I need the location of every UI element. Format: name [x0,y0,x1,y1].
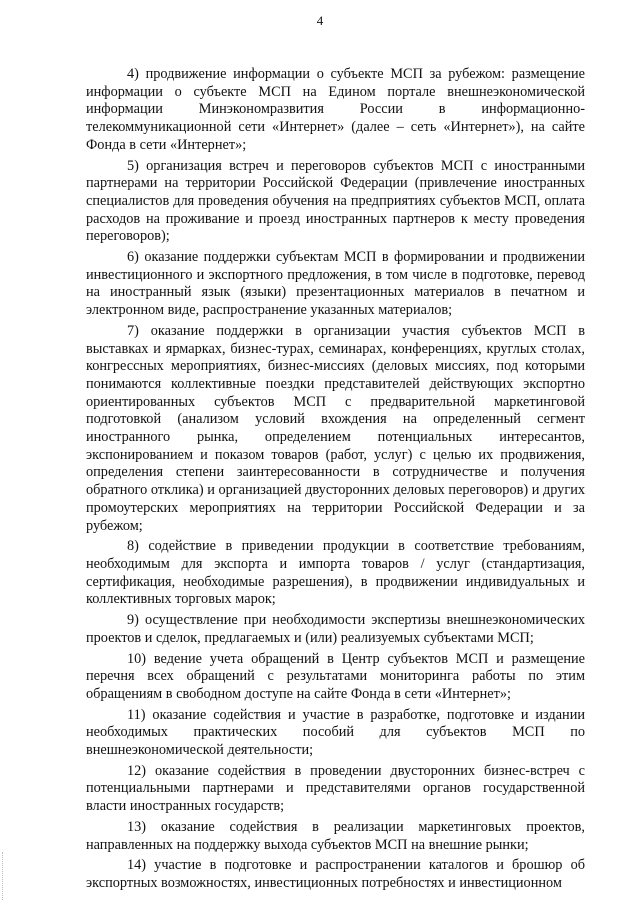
paragraph-item-10: 10) ведение учета обращений в Центр субъектов МСП и размещение перечня всех обращений с результатами мониторинга работы по этим обращениям в свободном доступе на сайте Фонда в сети «Интернет»; [86,650,585,702]
paragraph-item-14: 14) участие в подготовке и распространении каталогов и брошюр об экспортных возможностях, инвестиционных потребностях и инвестиционном [86,857,585,891]
paragraph-item-9: 9) осуществление при необходимости экспертизы внешнеэкономических проектов и сделок, предлагаемых и (или) реализуемых субъектами МСП; [86,612,585,646]
document-body [86,66,585,896]
page-number: 4 [316,13,324,28]
paragraph-item-4: 4) продвижение информации о субъекте МСП за рубежом: размещение информации о субъекте МСП на Едином портале внешнеэкономической информации Минэкономразвития России в информационно-телекоммуникационной сети «Интернет» (далее – сеть «Интернет»), на сайте Фонда в сети «Интернет»; [86,66,585,153]
paragraph-item-8: 8) содействие в приведении продукции в соответствие требованиям, необходимым для экспорта и импорта товаров / услуг (стандартизация, сертификация, необходимые разрешения), в продвижении индивидуальных и коллективных торговых марок; [86,538,585,608]
paragraph-item-5: 5) организация встреч и переговоров субъектов МСП с иностранными партнерами на территории Российской Федерации (привлечение иностранных специалистов для проведения обучения на предприятиях субъектов МСП, оплата расходов на проживание и проезд иностранных партнеров к месту проведения переговоров); [86,157,585,245]
paragraph-item-11: 11) оказание содействия и участие в разработке, подготовке и издании необходимых практических пособий для субъектов МСП по внешнеэкономической деятельности; [86,706,585,759]
scan-margin-mark [2,852,4,900]
paragraph-item-13: 13) оказание содействия в реализации маркетинговых проектов, направленных на поддержку выхода субъектов МСП на внешние рынки; [86,818,585,853]
paragraph-item-6: 6) оказание поддержки субъектам МСП в формировании и продвижении инвестиционного и экспортного предложения, в том числе в подготовке, перевод на иностранный язык (языки) презентационных материалов в печатном и электронном виде, распространение указанных материалов; [86,249,585,319]
paragraph-item-7: 7) оказание поддержки в организации участия субъектов МСП в выставках и ярмарках, бизнес-турах, семинарах, конференциях, круглых столах, конгрессных мероприятиях, бизнес-миссиях (деловых миссиях, под которыми понимаются коллективные поездки представителей действующих экспортно ориентированных субъектов МСП с предварительной маркетинговой подготовкой (анализом условий вхождения на определенный сегмент иностранного рынка, определением потенциальных интересантов, экспонированием и показом товаров (работ, услуг) с целью их продвижения, определения степени заинтересованности в сотрудничестве и получения обратного отклика) и организацией двусторонних деловых переговоров) и других промоутерских мероприятиях на территории Российской Федерации и за рубежом; [86,322,585,534]
paragraph-item-12: 12) оказание содействия в проведении двусторонних бизнес-встреч с потенциальными партнерами и представителями органов государственной власти иностранных государств; [86,762,585,815]
